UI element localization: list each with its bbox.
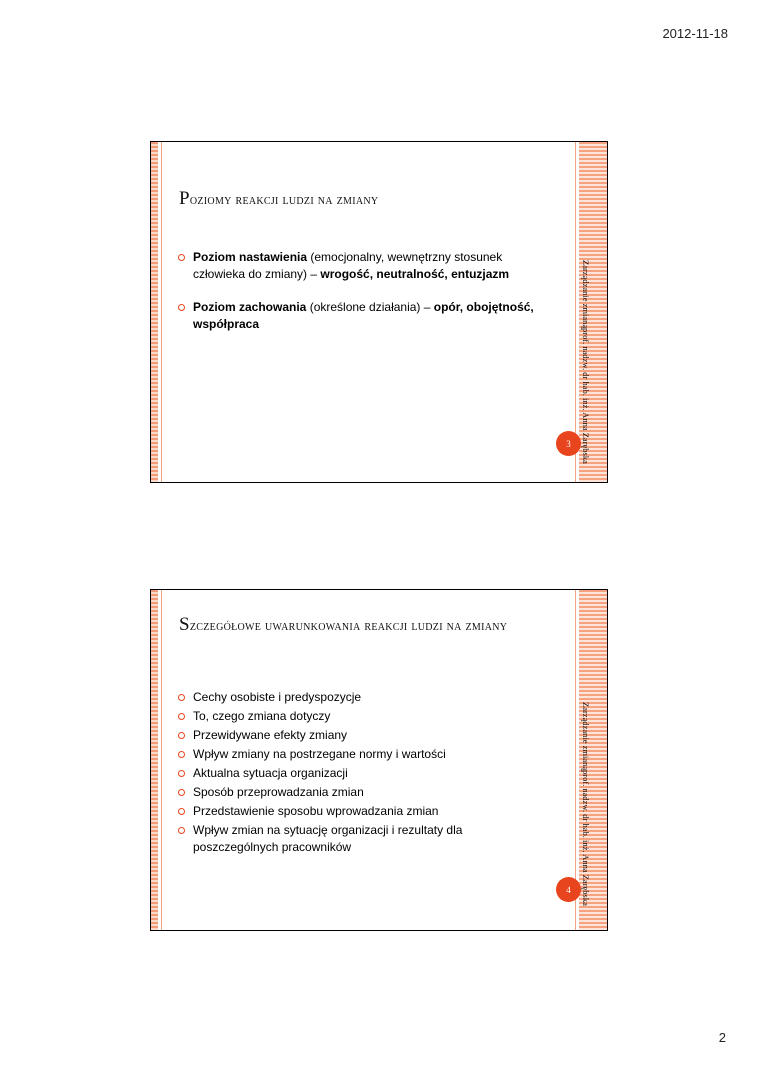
page-date: 2012-11-18 <box>662 26 728 41</box>
bullet-list <box>177 249 549 349</box>
list-item: Przedstawienie sposobu wprowadzania zmian <box>177 803 549 820</box>
page-number: 2 <box>718 1030 726 1045</box>
list-item: Przewidywane efekty zmiany <box>177 727 549 744</box>
list-item: Wpływ zmiany na postrzegane normy i wartości <box>177 746 549 763</box>
left-decorative-strip <box>151 142 158 482</box>
left-decorative-line <box>161 590 162 930</box>
slide-3 <box>150 141 608 483</box>
slide-4 <box>150 589 608 931</box>
list-item: Cechy osobiste i predyspozycje <box>177 689 549 706</box>
slide-author-caption: Zarządzanie zmianą prof. nadzw. dr hab. inż. Anna Zarębska <box>581 702 591 907</box>
list-item: Poziom zachowania (określone działania) – opór, obojętność, współpraca <box>177 299 549 333</box>
list-item: To, czego zmiana dotyczy <box>177 708 549 725</box>
slide-number-badge: 4 <box>556 877 581 902</box>
left-decorative-line <box>161 142 162 482</box>
slide-title: Poziomy reakcji ludzi na zmiany <box>179 188 379 209</box>
bullet-list <box>177 689 549 858</box>
list-item: Wpływ zmian na sytuację organizacji i rezultaty dla poszczególnych pracowników <box>177 822 549 856</box>
slide-author-caption: Zarządzanie zmianą prof. nadzw. dr hab. inż. Anna Zarębska <box>581 260 591 465</box>
left-decorative-strip <box>151 590 158 930</box>
slide-title: Szczegółowe uwarunkowania reakcji ludzi na zmiany <box>179 614 508 635</box>
list-item: Aktualna sytuacja organizacji <box>177 765 549 782</box>
slide-number-badge: 3 <box>556 431 581 456</box>
list-item: Sposób przeprowadzania zmian <box>177 784 549 801</box>
list-item: Poziom nastawienia (emocjonalny, wewnętrzny stosunek człowieka do zmiany) – wrogość, neutralność, entuzjazm <box>177 249 549 283</box>
